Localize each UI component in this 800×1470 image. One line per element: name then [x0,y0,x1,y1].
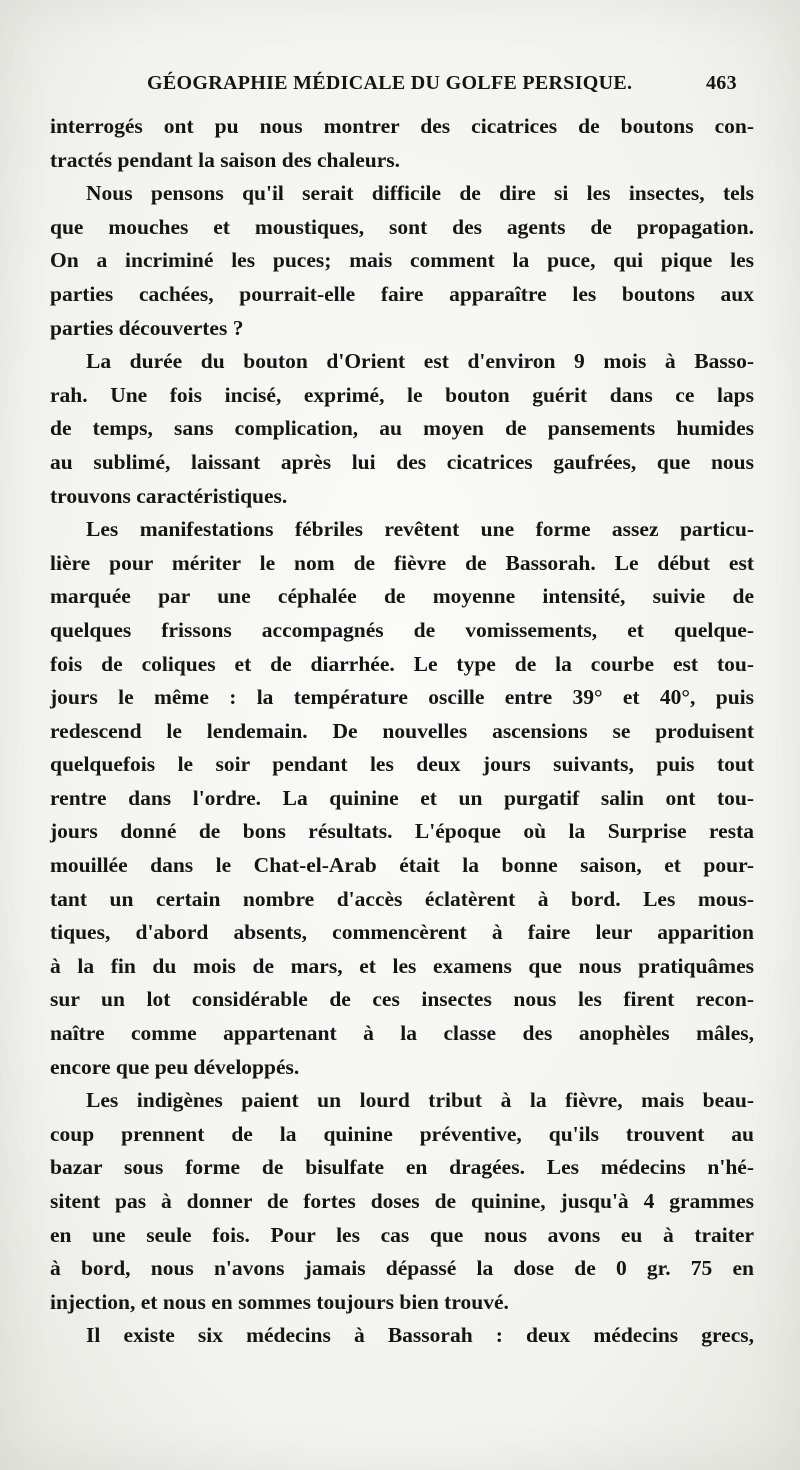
text-line: rah. Une fois incisé, exprimé, le bouton guérit dans ce laps [50,382,754,407]
text-line: à bord, nous n'avons jamais dépassé la dose de 0 gr. 75 en [50,1256,754,1281]
text-line: parties cachées, pourrait-elle faire apparaître les boutons aux [50,281,754,306]
text-line: tant un certain nombre d'accès éclatèrent à bord. Les mous- [50,886,754,911]
text-line: tractés pendant la saison des chaleurs. [50,147,400,172]
text-line: de temps, sans complication, au moyen de pansements humides [50,416,754,441]
text-line: parties découvertes ? [50,315,244,340]
text-line: Nous pensons qu'il serait difficile de dire si les insectes, tels [86,181,754,206]
text-line: jours le même : la température oscille entre 39° et 40°, puis [50,685,754,710]
text-line: Les indigènes paient un lourd tribut à la fièvre, mais beau- [86,1088,754,1113]
text-line: quelquefois le soir pendant les deux jours suivants, puis tout [50,752,754,777]
text-line: marquée par une céphalée de moyenne intensité, suivie de [50,584,754,609]
text-line: lière pour mériter le nom de fièvre de Bassorah. Le début est [50,550,754,575]
running-head [0,68,800,104]
text-line: fois de coliques et de diarrhée. Le type de la courbe est tou- [50,651,754,676]
text-line: quelques frissons accompagnés de vomissements, et quelque- [50,617,754,642]
text-line: coup prennent de la quinine préventive, qu'ils trouvent au [50,1121,754,1146]
text-line: interrogés ont pu nous montrer des cicatrices de boutons con- [50,114,754,138]
text-line: On a incriminé les puces; mais comment la puce, qui pique les [50,248,754,273]
text-line: mouillée dans le Chat-el-Arab était la bonne saison, et pour- [50,853,754,878]
body-text [50,110,754,1353]
text-line: La durée du bouton d'Orient est d'environ 9 mois à Basso- [86,349,754,374]
text-line: en une seule fois. Pour les cas que nous avons eu à traiter [50,1222,754,1247]
text-line: rentre dans l'ordre. La quinine et un purgatif salin ont tou- [50,785,754,810]
running-title: GÉOGRAPHIE MÉDICALE DU GOLFE PERSIQUE. [147,72,633,94]
text-line: injection, et nous en sommes toujours bien trouvé. [50,1289,509,1314]
text-line: trouvons caractéristiques. [50,483,288,508]
page-number: 463 [706,72,737,94]
text-line: encore que peu développés. [50,1054,300,1079]
text-line: Il existe six médecins à Bassorah : deux médecins grecs, [86,1323,754,1348]
text-line: au sublimé, laissant après lui des cicatrices gaufrées, que nous [50,449,754,474]
text-line: naître comme appartenant à la classe des anophèles mâles, [50,1021,754,1046]
text-line: sur un lot considérable de ces insectes nous les firent recon- [50,987,754,1012]
text-line: jours donné de bons résultats. L'époque où la Surprise resta [50,819,754,844]
text-line: que mouches et moustiques, sont des agents de propagation. [50,214,754,239]
text-line: bazar sous forme de bisulfate en dragées. Les médecins n'hé- [50,1155,754,1180]
text-line: tiques, d'abord absents, commencèrent à faire leur apparition [50,920,754,945]
text-line: à la fin du mois de mars, et les examens que nous pratiquâmes [50,953,754,978]
text-line: sitent pas à donner de fortes doses de quinine, jusqu'à 4 grammes [50,1189,754,1213]
text-line: redescend le lendemain. De nouvelles ascensions se produisent [50,718,754,743]
text-line: Les manifestations fébriles revêtent une forme assez particu- [86,517,754,542]
